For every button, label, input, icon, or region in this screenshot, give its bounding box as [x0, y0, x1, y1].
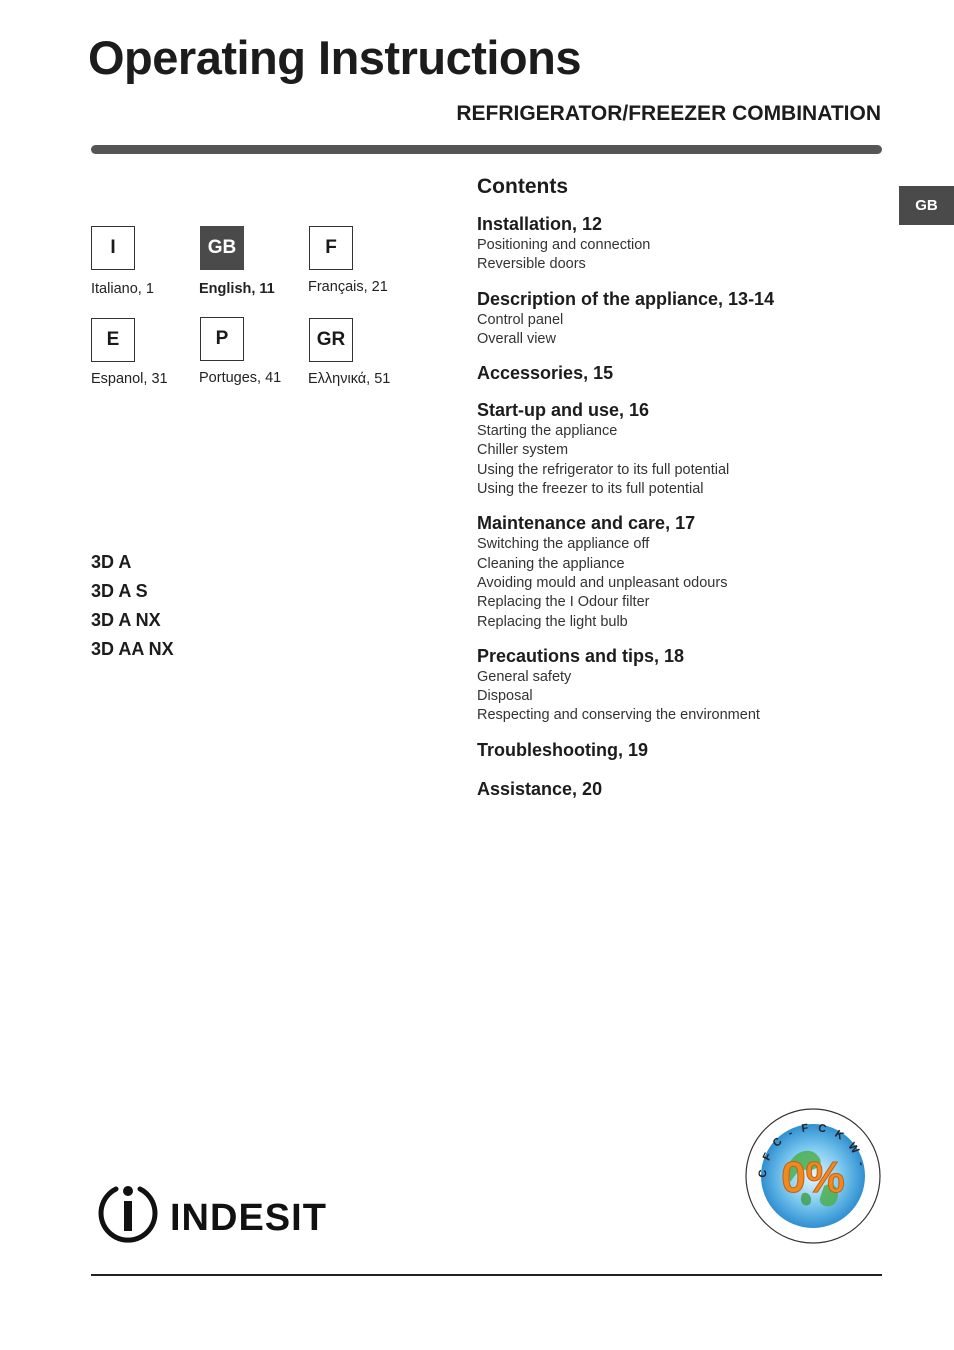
model-name: 3D A [91, 552, 132, 572]
toc-section-title[interactable]: Maintenance and care, 17 [477, 513, 696, 534]
lang-box-french[interactable]: F [309, 226, 353, 270]
toc-item[interactable]: Replacing the I Odour filter [477, 594, 650, 611]
lang-label-english[interactable]: English, 11 [199, 281, 275, 297]
badge-zero-percent: 0% [781, 1153, 845, 1202]
footer-divider [91, 1274, 882, 1276]
model-list [91, 548, 174, 664]
toc-section-title[interactable]: Assistance, 20 [477, 778, 603, 799]
header-divider-bar [91, 145, 882, 154]
toc-item[interactable]: General safety [477, 668, 572, 685]
toc-item[interactable]: Control panel [477, 311, 564, 328]
lang-box-spanish[interactable]: E [91, 318, 135, 362]
toc-section-maintenance [477, 512, 897, 631]
toc-item[interactable]: Reversible doors [477, 256, 586, 273]
contents-heading: Contents [477, 175, 568, 198]
lang-box-italian[interactable]: I [91, 226, 135, 270]
model-name: 3D A NX [91, 610, 161, 630]
toc-item[interactable]: Using the freezer to its full potential [477, 481, 704, 498]
toc-section-description [477, 288, 897, 350]
indesit-logo [98, 1181, 330, 1252]
toc-item[interactable]: Disposal [477, 688, 533, 705]
lang-box-english[interactable]: GB [200, 226, 244, 270]
toc-item[interactable]: Positioning and connection [477, 237, 651, 253]
toc-item[interactable]: Replacing the light bulb [477, 613, 628, 630]
lang-label-spanish[interactable]: Espanol, 31 [91, 371, 168, 387]
toc-item[interactable]: Overall view [477, 330, 556, 347]
cfc-free-globe-icon [744, 1106, 882, 1246]
language-side-tab[interactable]: GB [899, 186, 954, 225]
lang-label-greek[interactable]: Ελληνικά, 51 [308, 371, 391, 387]
toc-section-title[interactable]: Accessories, 15 [477, 363, 614, 384]
product-subtitle: REFRIGERATOR/FREEZER COMBINATION [456, 102, 881, 125]
model-name: 3D A S [91, 581, 148, 601]
toc-section-troubleshooting [477, 739, 897, 762]
toc-section-precautions [477, 645, 897, 726]
model-name: 3D AA NX [91, 639, 174, 659]
toc-item[interactable]: Cleaning the appliance [477, 555, 625, 572]
lang-label-italian[interactable]: Italiano, 1 [91, 281, 154, 297]
toc-section-title[interactable]: Description of the appliance, 13-14 [477, 288, 775, 309]
toc-section-title[interactable]: Precautions and tips, 18 [477, 645, 685, 666]
toc-item[interactable]: Using the refrigerator to its full potential [477, 461, 730, 478]
toc-section-installation [477, 213, 897, 275]
toc-section-startup [477, 399, 897, 499]
lang-label-portuguese[interactable]: Portuges, 41 [199, 370, 282, 386]
toc-section-title[interactable]: Installation, 12 [477, 214, 603, 234]
toc-section-assistance [477, 778, 897, 801]
table-of-contents [477, 175, 897, 814]
toc-item[interactable]: Respecting and conserving the environment [477, 707, 760, 724]
page-title: Operating Instructions [88, 31, 581, 84]
toc-item[interactable]: Starting the appliance [477, 423, 618, 440]
lang-box-greek[interactable]: GR [309, 318, 353, 362]
toc-section-title[interactable]: Start-up and use, 16 [477, 400, 650, 421]
toc-section-title[interactable]: Troubleshooting, 19 [477, 739, 649, 760]
cfc-free-badge [744, 1106, 882, 1251]
toc-item[interactable]: Avoiding mould and unpleasant odours [477, 574, 728, 591]
lang-label-french[interactable]: Français, 21 [308, 279, 388, 295]
toc-item[interactable]: Chiller system [477, 442, 569, 459]
toc-item[interactable]: Switching the appliance off [477, 536, 650, 553]
toc-section-accessories [477, 362, 897, 385]
indesit-i-logo-icon [98, 1181, 330, 1247]
brand-wordmark: INDESIT [170, 1197, 327, 1239]
lang-box-portuguese[interactable]: P [200, 317, 244, 361]
badge-ring-text: C F C - F C K W - [756, 1121, 868, 1179]
